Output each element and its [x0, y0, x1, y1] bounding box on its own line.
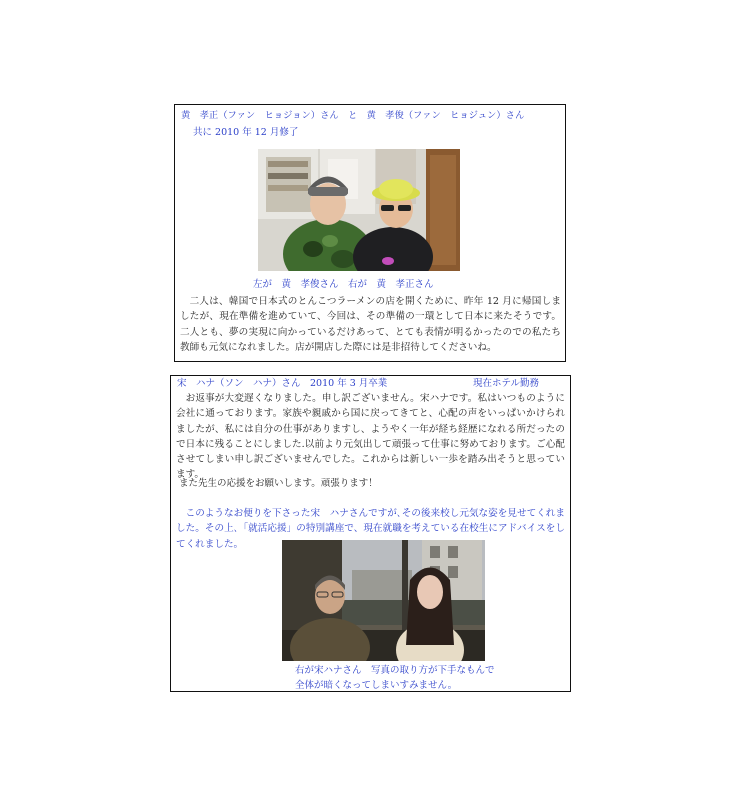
teacher-note: このようなお便りを下さった宋 ハナさんですが､その後来校し元気な姿を見せてくれました。その上､「就活応援」の特別講座で、現在就職を考えている在校生にアドバイスをしてくれました。	[176, 508, 565, 550]
current-status: 現在ホテル勤務	[473, 378, 540, 389]
photo-caption: 左が 黄 孝俊さん 右が 黄 孝正さん	[253, 279, 434, 290]
profile-heading: 黄 孝正（ファン ヒョジョン）さん と 黄 孝俊（ファン ヒョジュン）さん	[181, 110, 525, 121]
photo-hwang-brothers	[258, 149, 460, 271]
profile-card-song-hana	[170, 375, 571, 692]
photo-caption-line2: 全体が暗くなってしまいすみません。	[295, 680, 458, 691]
photo-image	[282, 540, 485, 661]
completion-date: 共に 2010 年 12 月修了	[193, 127, 299, 138]
profile-heading: 宋 ハナ（ソン ハナ）さん 2010 年 3 月卒業	[177, 378, 388, 389]
profile-body-text: 二人は、韓国で日本式のとんこつラーメンの店を開くために、昨年 12 月に帰国しましたが、現在準備を進めていて、今回は、その準備の一環として日本に来たそうです。二人とも、夢の実現に向かっているだけあって、とても表情が明るかったのでの私たち教師も元気になれました。店が開店した際には是非招待してくださいね。	[180, 296, 561, 353]
letter-text: お返事が大変遅くなりました。申し訳ございません。宋ハナです。私はいつものように会社に通っております。家族や親戚から国に戻ってきてと、心配の声をいっぱいかけられましたが、私には自分の仕事がありますし、ようやく一年が経ち経歴になれる所だったので日本に残ることにしました.以前より元気出して頑張って仕事に努めております。ご心配させてしまい申し訳ございませんでした。これからは新しい一歩を踏み出そうと思っています。	[176, 393, 565, 481]
photo-song-hana	[282, 540, 485, 661]
photo-image	[258, 149, 460, 271]
letter-closing: また先生の応援をお願いします。頑張ります！	[179, 478, 378, 489]
profile-card-hwang-brothers	[174, 104, 566, 362]
photo-caption-line1: 右が宋ハナさん 写真の取り方が下手なもんで	[295, 665, 495, 676]
